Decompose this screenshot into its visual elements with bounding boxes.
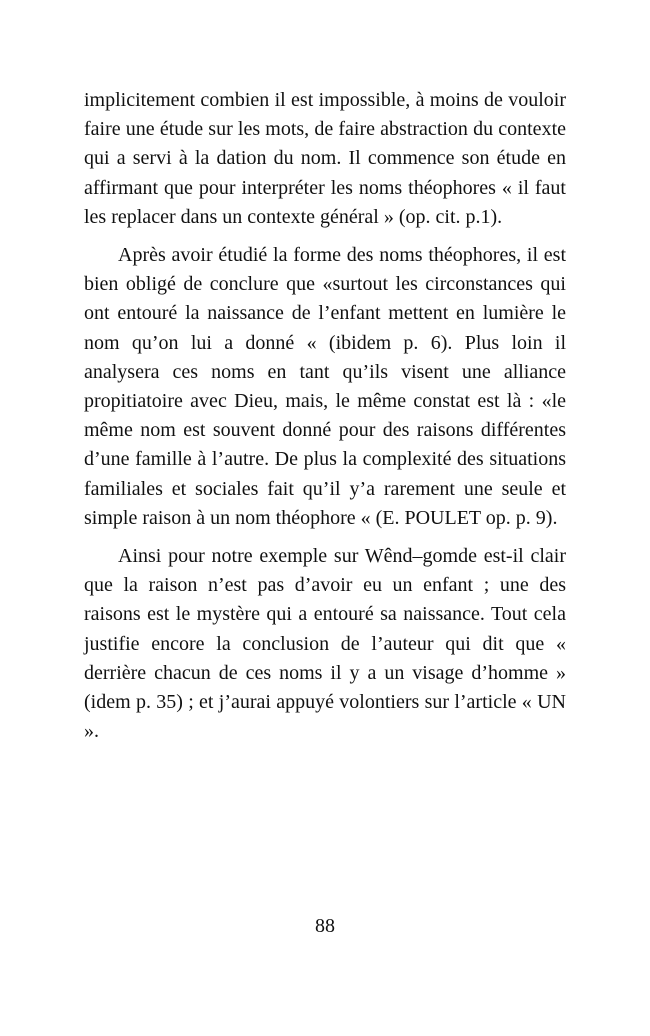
page-number: 88 xyxy=(315,915,335,937)
page-body xyxy=(84,86,566,746)
paragraph-3: Ainsi pour notre exemple sur Wênd–gomde est-il clair que la raison n’est pas d’avoir eu un enfant ; une des raisons est le mystère qui a entouré sa naissance. Tout cela justifie encore la conclusion de l’auteur qui dit que « derrière chacun de ces noms il y a un visage d’homme » (idem p. 35) ; et j’aurai appuyé volontiers sur l’article « UN ». xyxy=(84,545,566,743)
paragraph-2: Après avoir étudié la forme des noms théophores, il est bien obligé de conclure que «surtout les circonstances qui ont entouré la naissance de l’enfant mettent en lumière le nom qu’on lui a donné « (ibidem p. 6). Plus loin il analysera ces noms en tant qu’ils visent une alliance propitiatoire avec Dieu, mais, le même constat est là : «le même nom est souvent donné pour des raisons différentes d’une famille à l’autre. De plus la complexité des situations familiales et sociales fait qu’il y’a rarement une seule et simple raison à un nom théophore « (E. POULET op. p. 9). xyxy=(84,244,566,529)
paragraph-1: implicitement combien il est impossible, à moins de vouloir faire une étude sur les mots, de faire abstraction du contexte qui a servi à la dation du nom. Il commence son étude en affirmant que pour interpréter les noms théophores « il faut les replacer dans un contexte général » (op. cit. p.1). xyxy=(84,89,566,228)
